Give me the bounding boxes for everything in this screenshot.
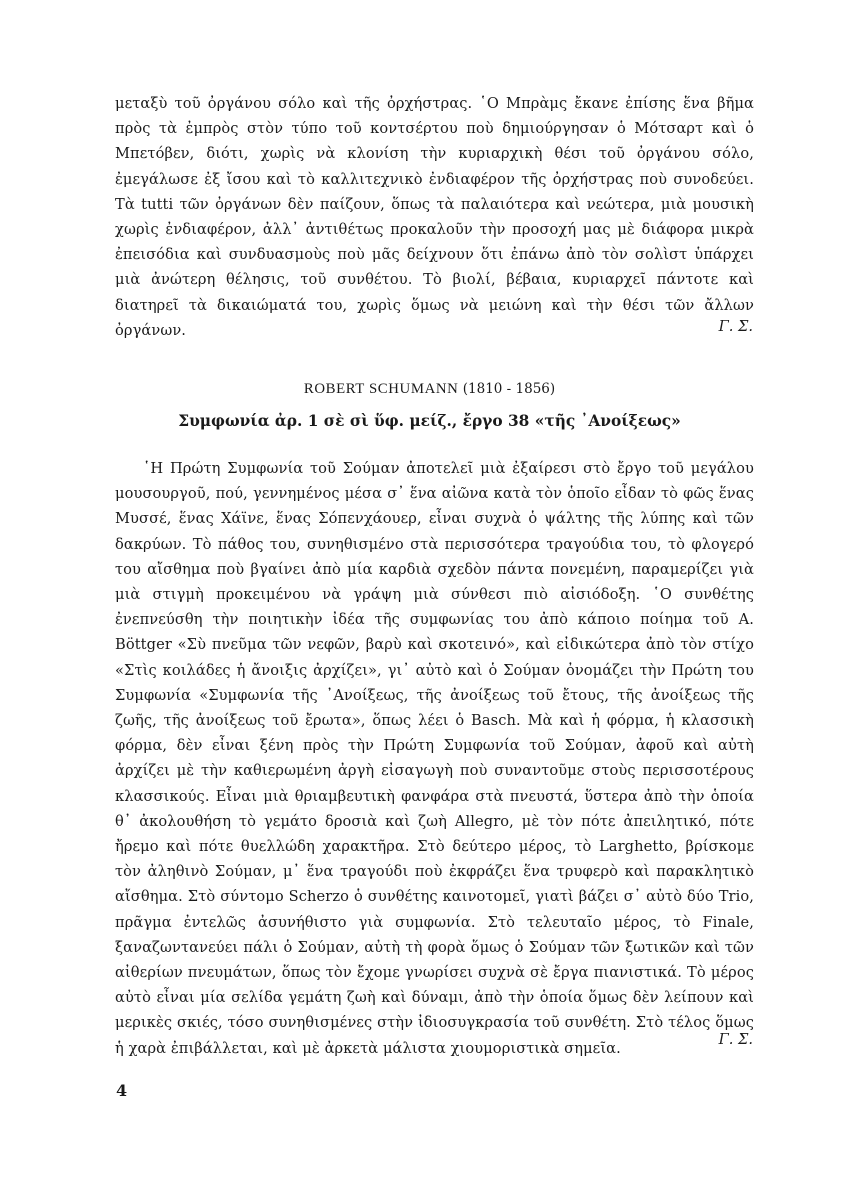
section-heading	[0, 381, 859, 398]
composer-name: ROBERT SCHUMANN	[303, 381, 459, 397]
body-paragraph-1-container	[115, 91, 754, 343]
author-signature-1: Γ. Σ.	[718, 318, 753, 335]
body-paragraph-2: ῾Η Πρώτη Συμφωνία τοῦ Σούμαν ἀποτελεῖ μιὰ ἐξαίρεσι στὸ ἔργο τοῦ μεγάλου μουσουργοῦ, πού, γεννημένος μέσα σ᾽ ἕνα αἰῶνα κατὰ τὸν ὁποῖο εἶδαν τὸ φῶς ἕνας Μυσσέ, ἕνας Χάϊνε, ἕνας Σόπενχάουερ, εἶναι συχνὰ ὁ ψάλτης τῆς λύπης καὶ τῶν δακρύων. Τὸ πάθος του, συνηθισμένο στὰ περισσότερα τραγούδια του, τὸ φλογερό του αἴσθημα ποὺ βγαίνει ἀπὸ μία καρδιὰ σχεδὸν πάντα πονεμένη, παραμερίζει γιὰ μιὰ στιγμὴ προκειμένου νὰ γράψη μιὰ σύνθεσι πιὸ αἰσιόδοξη. ῾Ο συνθέτης ἐνεπνεύσθη τὴν ποιητικὴν ἰδέα τῆς συμφωνίας του ἀπὸ κάποιο ποίημα τοῦ A. Böttger «Σὺ πνεῦμα τῶν νεφῶν, βαρὺ καὶ σκοτεινό», καὶ εἰδικώτερα ἀπὸ τὸν στίχο «Στὶς κοιλάδες ἡ ἄνοιξις ἀρχίζει», γι᾽ αὐτὸ καὶ ὁ Σούμαν ὀνομάζει τὴν Πρώτη του Συμφωνία «Συμφωνία τῆς ᾿Ανοίξεως, τῆς ἀνοίξεως τοῦ ἔτους, τῆς ἀνοίξεως τῆς ζωῆς, τῆς ἀνοίξεως τοῦ ἔρωτα», ὅπως λέει ὁ Basch. Μὰ καὶ ἡ φόρμα, ἡ κλασσικὴ φόρμα, δὲν εἶναι ξένη πρὸς τὴν Πρώτη Συμφωνία τοῦ Σούμαν, ἀφοῦ καὶ αὐτὴ ἀρχίζει μὲ τὴν καθιερωμένη ἀργὴ εἰσαγωγὴ ποὺ συναντοῦμε στοὺς περισσοτέρους κλασσικούς. Εἶναι μιὰ θριαμβευτικὴ φανφάρα στὰ πνευστά, ὕστερα ἀπὸ τὴν ὁποία θ᾽ ἀκολουθήση τὸ γεμάτο δροσιὰ καὶ ζωὴ Allegro, μὲ τὸν πότε ἀπειλητικό, πότε ἤρεμο καὶ πότε θυελλώδη χαρακτῆρα. Στὸ δεύτερο μέρος, τὸ Larghetto, βρίσκομε τὸν ἀληθινὸ Σούμαν, μ᾽ ἕνα τραγούδι ποὺ ἐκφράζει ἕνα τρυφερὸ καὶ παρακλητικὸ αἴσθημα. Στὸ σύντομο Scherzo ὁ συνθέτης καινοτομεῖ, γιατὶ βάζει σ᾽ αὐτὸ δύο Trio, πρᾶγμα ἐντελῶς ἀσυνήθιστο γιὰ συμφωνία. Στὸ τελευταῖο μέρος, τὸ Finale, ξαναζωντανεύει πάλι ὁ Σούμαν, αὐτὴ τὴ φορὰ ὅμως ὁ Σούμαν τῶν ξωτικῶν καὶ τῶν αἰθερίων πνευμάτων, ὅπως τὸν ἔχομε γνωρίσει συχνὰ σὲ ἔργα πιανιστικά. Τὸ μέρος αὐτὸ εἶναι μία σελίδα γεμάτη ζωὴ καὶ δύναμι, ἀπὸ τὴν ὁποία ὅμως δὲν λείπουν καὶ μερικὲς σκιές, τόσο συνηθισμένες στὴν ἰδιοσυγκρασία τοῦ συνθέτη. Στὸ τέλος ὅμως ἡ χαρὰ ἐπιβάλλεται, καὶ μὲ ἀρκετὰ μάλιστα χιουμοριστικὰ σημεῖα.	[115, 460, 754, 1057]
body-paragraph-1: μεταξὺ τοῦ ὀργάνου σόλο καὶ τῆς ὀρχήστρας. ῾Ο Μπρὰμς ἔκανε ἐπίσης ἕνα βῆμα πρὸς τὰ ἐμπρὸς στὸν τύπο τοῦ κοντσέρτου ποὺ δημιούργησαν ὁ Μότσαρτ καὶ ὁ Μπετόβεν, διότι, χωρὶς νὰ κλονίση τὴν κυριαρχικὴ θέσι τοῦ ὀργάνου σόλο, ἐμεγάλωσε ἐξ ἴσου καὶ τὸ καλλιτεχνικὸ ἐνδιαφέρον τῆς ὀρχήστρας ποὺ συνοδεύει. Τὰ tutti τῶν ὀργάνων δὲν παίζουν, ὅπως τὰ παλαιότερα καὶ νεώτερα, μιὰ μουσικὴ χωρὶς ἐνδιαφέρον, ἀλλ᾽ ἀντιθέτως προκαλοῦν τὴν προσοχή μας μὲ διάφορα μικρὰ ἐπεισόδια καὶ συνδυασμοὺς ποὺ μᾶς δείχνουν ὅτι ἐπάνω ἀπὸ τὸν σολὶστ ὑπάρχει μιὰ ἀνώτερη θέλησις, τοῦ συνθέτου. Τὸ βιολί, βέβαια, κυριαρχεῖ πάντοτε καὶ διατηρεῖ τὰ δικαιώματά του, χωρὶς ὅμως νὰ μειώνη καὶ τὴν θέσι τῶν ἄλλων ὀργάνων.	[115, 95, 754, 339]
composer-years: (1810 - 1856)	[462, 381, 556, 397]
page-number: 4	[116, 1081, 128, 1100]
author-signature-2: Γ. Σ.	[718, 1031, 753, 1048]
body-paragraph-2-container	[115, 456, 754, 1061]
section-title: Συμφωνία ἀρ. 1 σὲ σὶ ὕφ. μείζ., ἔργο 38 «τῆς ᾿Ανοίξεως»	[178, 412, 681, 430]
